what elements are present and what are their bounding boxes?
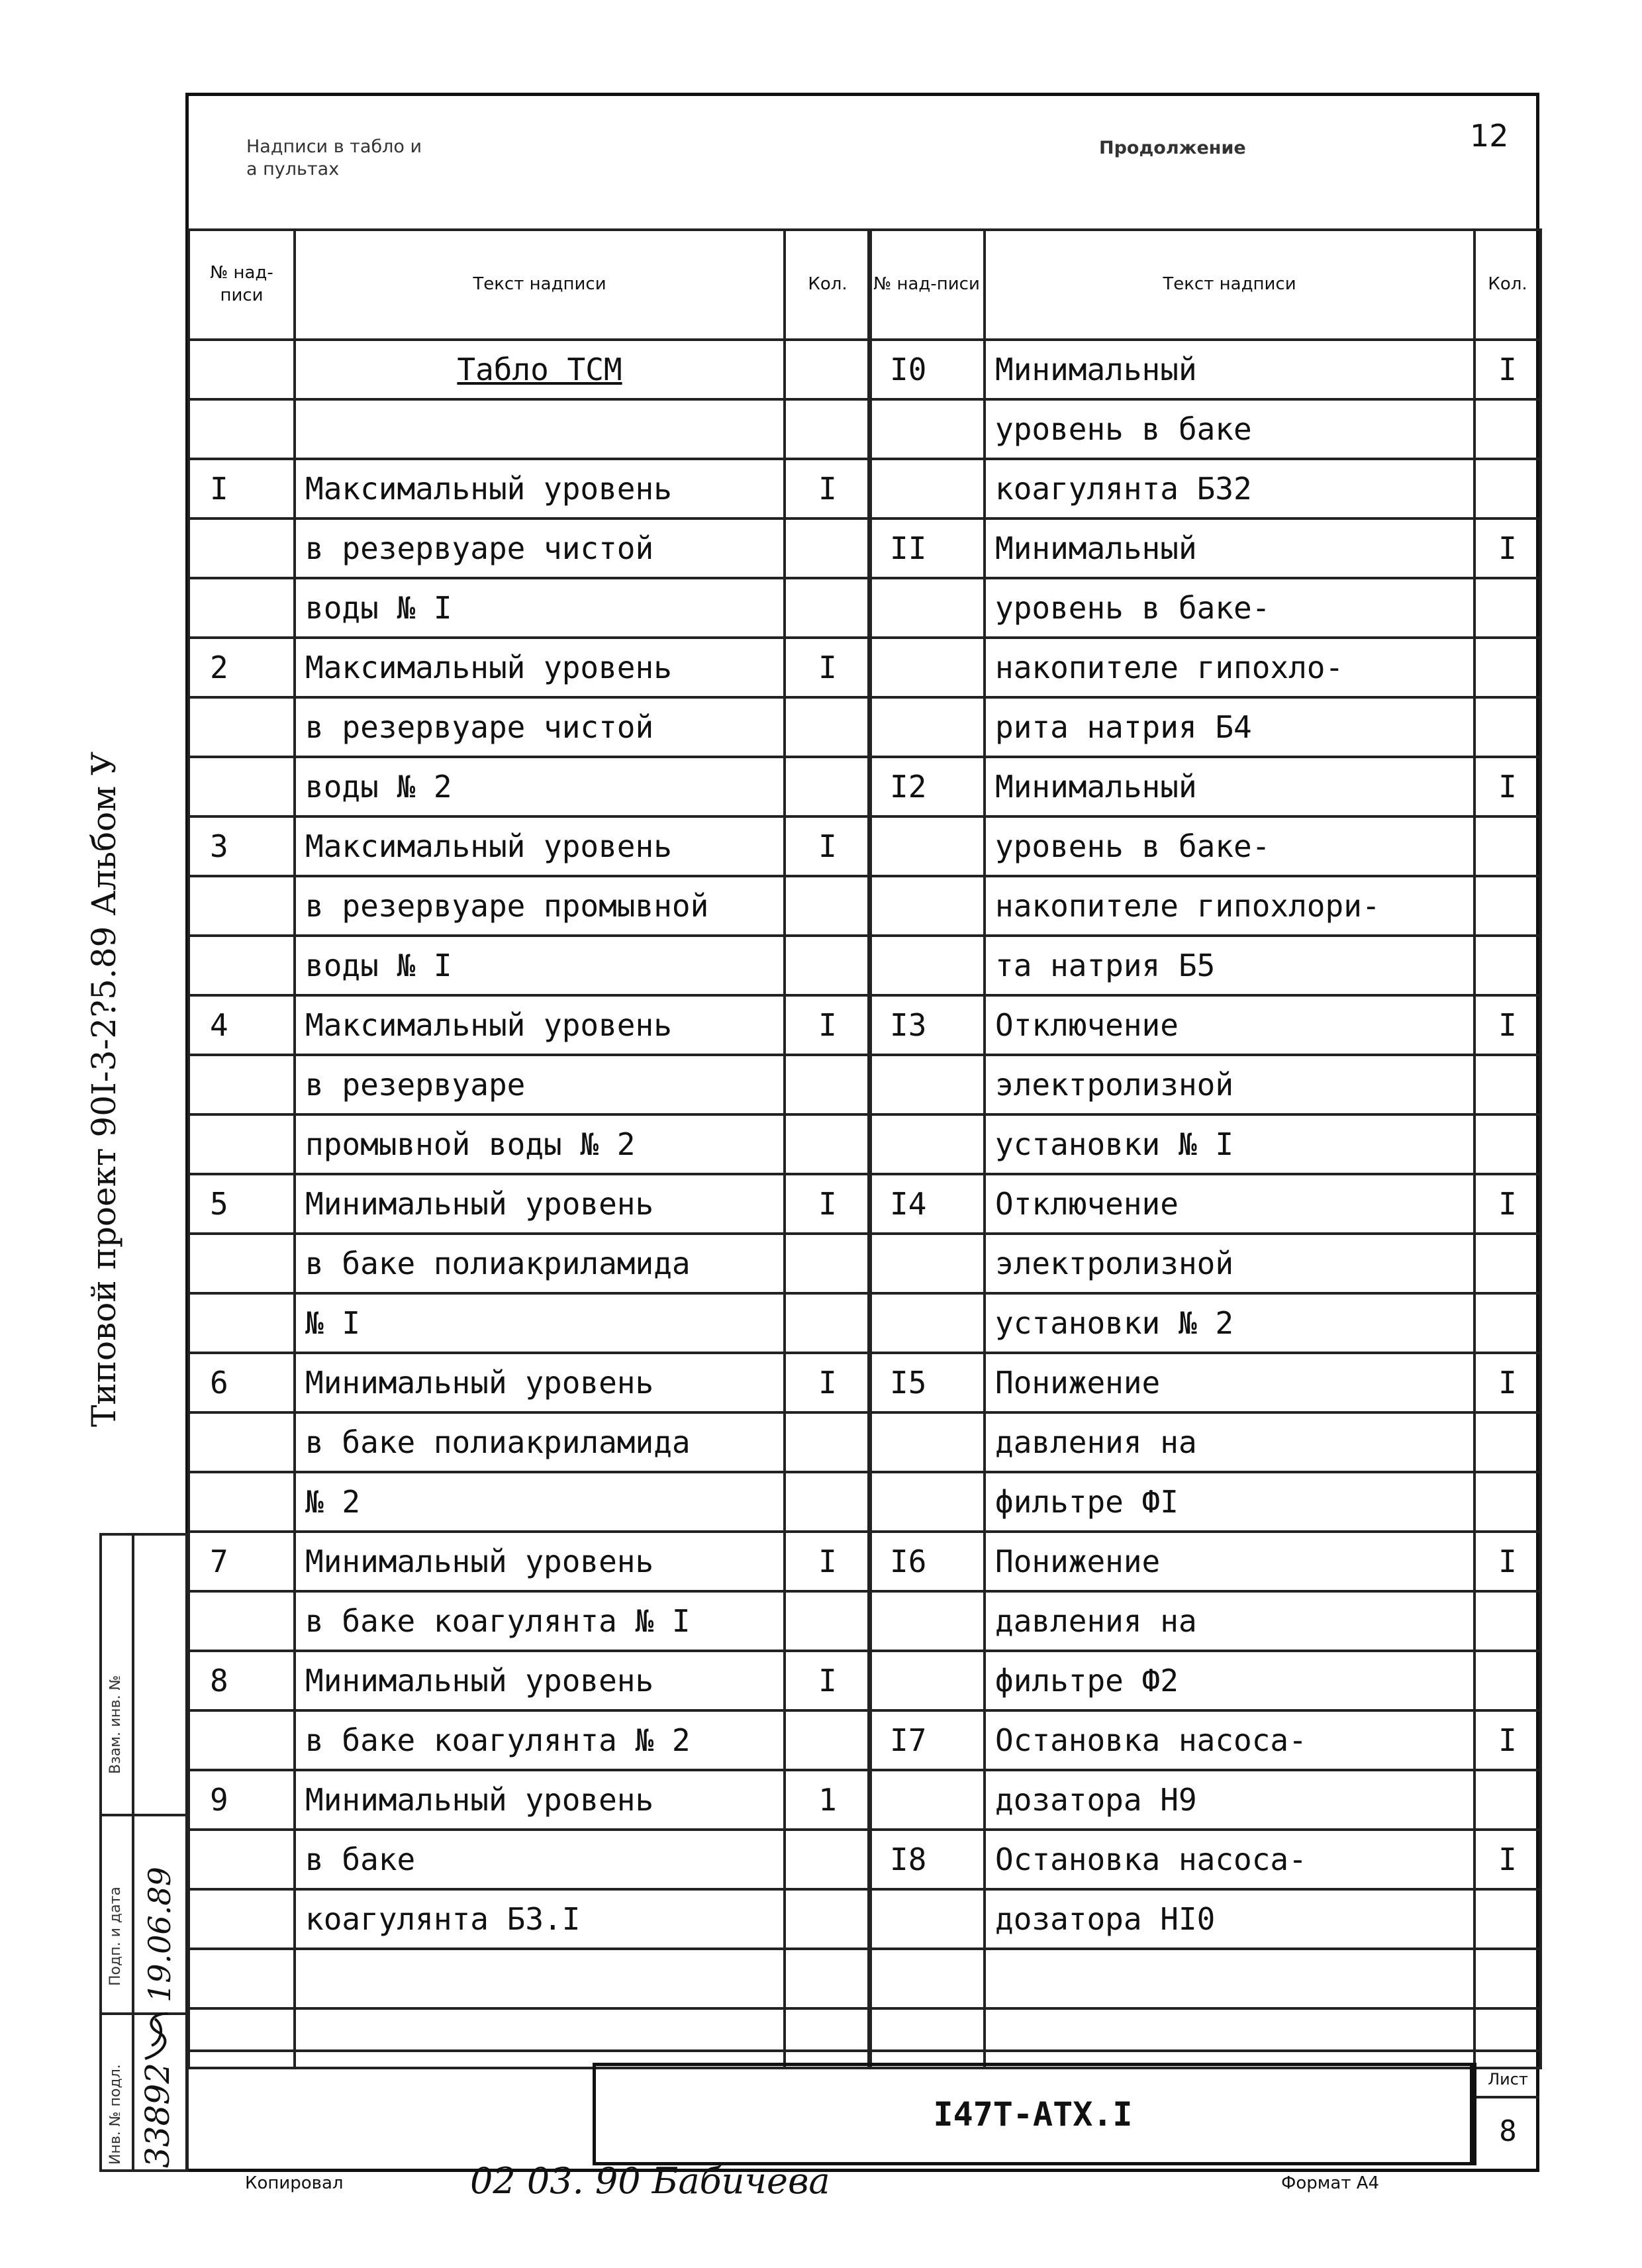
row-quantity <box>785 1949 871 2008</box>
row-number <box>869 936 985 995</box>
row-text: давления на <box>985 1591 1474 1651</box>
row-quantity <box>785 1830 871 1889</box>
row-text <box>985 2008 1474 2068</box>
row-text: в резервуаре чистой <box>295 518 785 578</box>
row-quantity <box>785 876 871 936</box>
col-text-header: Текст надписи <box>295 230 785 340</box>
table-row <box>189 1174 871 1234</box>
row-quantity: I <box>785 1532 871 1591</box>
row-text: в баке полиакриламида <box>295 1234 785 1293</box>
row-quantity <box>1474 1412 1541 1472</box>
row-text: Минимальный уровень <box>295 1651 785 1710</box>
row-number <box>189 1830 295 1889</box>
table-row <box>869 340 1541 399</box>
row-quantity <box>785 1114 871 1174</box>
table-row <box>189 1532 871 1591</box>
table-row <box>869 757 1541 816</box>
row-number <box>189 936 295 995</box>
row-text: установки № I <box>985 1114 1474 1174</box>
row-number <box>869 399 985 459</box>
row-quantity: I <box>785 995 871 1055</box>
col-qty-header: Кол. <box>1474 230 1541 340</box>
row-quantity: I <box>785 1174 871 1234</box>
table-row <box>189 995 871 1055</box>
row-quantity <box>785 1055 871 1114</box>
row-number <box>869 1591 985 1651</box>
row-number <box>869 638 985 697</box>
row-quantity <box>1474 1651 1541 1710</box>
row-text: воды № 2 <box>295 757 785 816</box>
table-row <box>869 638 1541 697</box>
table-row <box>189 459 871 518</box>
row-text: воды № I <box>295 578 785 638</box>
copied-signature: 02 03. 90 Бабичева <box>470 2160 830 2202</box>
row-number <box>189 518 295 578</box>
row-quantity <box>785 578 871 638</box>
row-number: I7 <box>869 1710 985 1770</box>
row-text <box>985 1949 1474 2008</box>
table-row <box>189 399 871 459</box>
table-row <box>189 1591 871 1651</box>
row-number <box>189 1591 295 1651</box>
row-quantity <box>785 757 871 816</box>
row-quantity: I <box>1474 995 1541 1055</box>
table-row <box>869 1174 1541 1234</box>
row-number <box>189 1710 295 1770</box>
table-row <box>189 757 871 816</box>
table-row <box>189 2008 871 2068</box>
row-number <box>869 1770 985 1830</box>
header-caption-line2: а пультах <box>246 158 340 179</box>
stamp-label-sign-date: Подп. и дата <box>107 1887 124 1986</box>
table-row <box>869 1591 1541 1651</box>
row-quantity <box>1474 459 1541 518</box>
row-number: I3 <box>869 995 985 1055</box>
row-quantity <box>785 1412 871 1472</box>
table-row <box>189 1949 871 2008</box>
left-table-body <box>189 340 871 2068</box>
table-row <box>189 876 871 936</box>
row-text: фильтре Ф2 <box>985 1651 1474 1710</box>
row-text: № 2 <box>295 1472 785 1532</box>
row-text: Понижение <box>985 1532 1474 1591</box>
table-row <box>869 876 1541 936</box>
row-number <box>189 757 295 816</box>
table-row <box>869 1949 1541 2008</box>
row-quantity <box>1474 1293 1541 1353</box>
row-quantity <box>1474 399 1541 459</box>
sheet-label: Лист <box>1476 2063 1539 2098</box>
row-number: I2 <box>869 757 985 816</box>
table-row <box>869 816 1541 876</box>
row-quantity <box>1474 2008 1541 2068</box>
row-quantity <box>1474 697 1541 757</box>
row-quantity <box>1474 1889 1541 1949</box>
row-number: I5 <box>869 1353 985 1412</box>
row-number <box>869 1889 985 1949</box>
row-quantity <box>1474 1949 1541 2008</box>
table-row <box>189 936 871 995</box>
col-text-header: Текст надписи <box>985 230 1474 340</box>
row-number: I <box>189 459 295 518</box>
footer-divider <box>189 2049 1539 2052</box>
sheet-value: 8 <box>1499 2114 1517 2148</box>
table-row <box>869 1234 1541 1293</box>
table-row <box>189 1770 871 1830</box>
stamp-label-replace: Взам. инв. № <box>107 1675 124 1774</box>
row-quantity <box>1474 1472 1541 1532</box>
table-row <box>189 578 871 638</box>
document-code: I47Т-АТХ.I <box>933 2095 1133 2134</box>
table-row <box>189 518 871 578</box>
row-quantity <box>1474 1770 1541 1830</box>
row-number: 6 <box>189 1353 295 1412</box>
row-number <box>189 1889 295 1949</box>
row-number: II <box>869 518 985 578</box>
row-number <box>869 1055 985 1114</box>
row-quantity: I <box>1474 1532 1541 1591</box>
row-number <box>869 578 985 638</box>
row-quantity <box>1474 578 1541 638</box>
row-text <box>295 1949 785 2008</box>
table-row <box>189 1353 871 1412</box>
table-title: Табло ТСМ <box>295 340 785 399</box>
table-row <box>869 936 1541 995</box>
right-inscriptions-table <box>867 228 1542 2069</box>
row-text: Минимальный уровень <box>295 1353 785 1412</box>
table-row <box>869 1651 1541 1710</box>
row-text: в баке полиакриламида <box>295 1412 785 1472</box>
stamp-inventory-number: 33892 <box>138 2062 177 2168</box>
row-number <box>189 2008 295 2068</box>
row-number: 5 <box>189 1174 295 1234</box>
table-cell <box>785 340 871 399</box>
row-text: промывной воды № 2 <box>295 1114 785 1174</box>
table-row <box>869 518 1541 578</box>
row-quantity: I <box>1474 1710 1541 1770</box>
row-number <box>869 1472 985 1532</box>
table-row <box>869 1472 1541 1532</box>
table-row <box>189 1234 871 1293</box>
row-quantity: I <box>1474 1174 1541 1234</box>
row-number <box>189 1114 295 1174</box>
row-number <box>189 578 295 638</box>
row-quantity: I <box>785 459 871 518</box>
stamp-divider <box>102 1814 186 1816</box>
table-row <box>869 1532 1541 1591</box>
row-number: 9 <box>189 1770 295 1830</box>
row-text: в баке коагулянта № I <box>295 1591 785 1651</box>
row-number: 7 <box>189 1532 295 1591</box>
table-row <box>189 1472 871 1532</box>
row-quantity: 1 <box>785 1770 871 1830</box>
row-number <box>189 1472 295 1532</box>
stamp-block <box>99 1533 189 2172</box>
row-text: Минимальный <box>985 757 1474 816</box>
row-text: уровень в баке- <box>985 578 1474 638</box>
table-row <box>189 1055 871 1114</box>
row-number <box>189 1412 295 1472</box>
table-row <box>869 1710 1541 1770</box>
row-number <box>869 1234 985 1293</box>
row-number <box>189 399 295 459</box>
row-text: Максимальный уровень <box>295 459 785 518</box>
row-number <box>869 876 985 936</box>
row-number: I8 <box>869 1830 985 1889</box>
right-table-body <box>869 340 1541 2068</box>
row-text: давления на <box>985 1412 1474 1472</box>
table-row <box>189 816 871 876</box>
document-code-box <box>593 2063 1473 2165</box>
row-number <box>869 1412 985 1472</box>
table-row <box>189 1293 871 1353</box>
table-row <box>189 1710 871 1770</box>
row-text: Максимальный уровень <box>295 995 785 1055</box>
table-row <box>189 1114 871 1174</box>
row-text: коагулянта Б32 <box>985 459 1474 518</box>
row-number: 3 <box>189 816 295 876</box>
row-number <box>869 459 985 518</box>
row-text: Остановка насоса- <box>985 1710 1474 1770</box>
row-text: фильтре ФI <box>985 1472 1474 1532</box>
table-header-row <box>869 230 1541 340</box>
row-quantity: I <box>1474 1830 1541 1889</box>
row-text: установки № 2 <box>985 1293 1474 1353</box>
table-row <box>869 1412 1541 1472</box>
row-number: I6 <box>869 1532 985 1591</box>
row-number <box>869 1114 985 1174</box>
table-row <box>869 1830 1541 1889</box>
table-cell <box>189 340 295 399</box>
row-quantity: I <box>785 1353 871 1412</box>
row-text: накопителе гипохлори- <box>985 876 1474 936</box>
row-quantity <box>785 518 871 578</box>
row-text: Отключение <box>985 995 1474 1055</box>
row-text: воды № I <box>295 936 785 995</box>
row-text: в резервуаре <box>295 1055 785 1114</box>
row-number <box>869 816 985 876</box>
header-continuation: Продолжение <box>1099 138 1246 158</box>
row-number <box>869 697 985 757</box>
table-row <box>189 638 871 697</box>
table-row <box>189 1651 871 1710</box>
row-text: Минимальный уровень <box>295 1174 785 1234</box>
table-row <box>189 1830 871 1889</box>
row-text: в баке <box>295 1830 785 1889</box>
row-quantity: I <box>785 638 871 697</box>
header-caption-left <box>246 136 422 181</box>
row-text: Остановка насоса- <box>985 1830 1474 1889</box>
table-row <box>189 1412 871 1472</box>
row-text: Отключение <box>985 1174 1474 1234</box>
row-number <box>869 1651 985 1710</box>
row-text: в баке коагулянта № 2 <box>295 1710 785 1770</box>
row-quantity <box>1474 1591 1541 1651</box>
row-quantity <box>785 399 871 459</box>
row-quantity <box>1474 816 1541 876</box>
row-quantity <box>1474 1114 1541 1174</box>
copied-label: Копировал <box>245 2173 344 2193</box>
row-text: Понижение <box>985 1353 1474 1412</box>
row-text: рита натрия Б4 <box>985 697 1474 757</box>
table-row <box>869 1293 1541 1353</box>
left-inscriptions-table <box>187 228 872 2069</box>
table-row <box>869 578 1541 638</box>
col-num-header: № над-писи <box>869 230 985 340</box>
row-quantity: I <box>1474 340 1541 399</box>
header-caption-line1: Надписи в табло и <box>246 136 422 157</box>
row-number <box>189 1055 295 1114</box>
stamp-divider <box>132 1536 134 2169</box>
row-text: в резервуаре чистой <box>295 697 785 757</box>
table-row <box>869 697 1541 757</box>
row-number: 4 <box>189 995 295 1055</box>
row-text: Максимальный уровень <box>295 816 785 876</box>
row-text: та натрия Б5 <box>985 936 1474 995</box>
row-text: Минимальный <box>985 518 1474 578</box>
row-quantity <box>1474 936 1541 995</box>
header-sheet-number: 12 <box>1470 118 1509 154</box>
row-quantity <box>785 936 871 995</box>
row-quantity: I <box>1474 518 1541 578</box>
row-number <box>189 1234 295 1293</box>
row-text: уровень в баке <box>985 399 1474 459</box>
col-num-header: № над-писи <box>189 230 295 340</box>
table-row <box>869 1889 1541 1949</box>
row-number <box>869 1949 985 2008</box>
table-row <box>869 459 1541 518</box>
table-title-row <box>189 340 871 399</box>
table-row <box>869 1114 1541 1174</box>
table-row <box>869 1055 1541 1114</box>
row-number <box>189 697 295 757</box>
row-quantity <box>785 1472 871 1532</box>
row-number <box>189 876 295 936</box>
table-row <box>869 2008 1541 2068</box>
row-quantity: I <box>785 1651 871 1710</box>
row-quantity: I <box>785 816 871 876</box>
row-quantity <box>1474 876 1541 936</box>
table-row <box>189 697 871 757</box>
row-text: коагулянта Б3.I <box>295 1889 785 1949</box>
row-quantity <box>1474 1234 1541 1293</box>
stamp-date: 19.06.89 <box>142 1867 177 2002</box>
row-quantity: I <box>1474 1353 1541 1412</box>
row-number <box>869 2008 985 2068</box>
row-number <box>869 1293 985 1353</box>
row-text <box>295 2008 785 2068</box>
format-label: Формат А4 <box>1281 2173 1380 2193</box>
row-number: I0 <box>869 340 985 399</box>
col-qty-header: Кол. <box>785 230 871 340</box>
stamp-label-inventory: Инв. № подл. <box>107 2064 124 2165</box>
row-number: I4 <box>869 1174 985 1234</box>
table-row <box>869 995 1541 1055</box>
row-quantity <box>785 1293 871 1353</box>
row-quantity <box>785 697 871 757</box>
row-number <box>189 1949 295 2008</box>
row-number: 8 <box>189 1651 295 1710</box>
row-text: Минимальный <box>985 340 1474 399</box>
table-row <box>869 399 1541 459</box>
table-row <box>189 1889 871 1949</box>
row-text <box>295 399 785 459</box>
row-text: электролизной <box>985 1234 1474 1293</box>
table-header-row <box>189 230 871 340</box>
row-quantity <box>785 2008 871 2068</box>
row-text: накопителе гипохло- <box>985 638 1474 697</box>
row-quantity <box>1474 1055 1541 1114</box>
row-text: в резервуаре промывной <box>295 876 785 936</box>
row-quantity <box>785 1889 871 1949</box>
row-text: Минимальный уровень <box>295 1532 785 1591</box>
row-text: Максимальный уровень <box>295 638 785 697</box>
row-text: уровень в баке- <box>985 816 1474 876</box>
row-text: дозатора НI0 <box>985 1889 1474 1949</box>
row-text: № I <box>295 1293 785 1353</box>
row-text: Минимальный уровень <box>295 1770 785 1830</box>
row-quantity <box>785 1710 871 1770</box>
row-number <box>189 1293 295 1353</box>
row-text: дозатора Н9 <box>985 1770 1474 1830</box>
table-row <box>869 1353 1541 1412</box>
row-quantity: I <box>1474 757 1541 816</box>
side-title: Типовой проект 90I-3-2?5.89 Альбом У <box>85 751 123 1427</box>
row-quantity <box>785 1234 871 1293</box>
row-text: электролизной <box>985 1055 1474 1114</box>
row-quantity <box>785 1591 871 1651</box>
sheet-box <box>1473 2063 1539 2165</box>
row-number: 2 <box>189 638 295 697</box>
table-row <box>869 1770 1541 1830</box>
row-quantity <box>1474 638 1541 697</box>
